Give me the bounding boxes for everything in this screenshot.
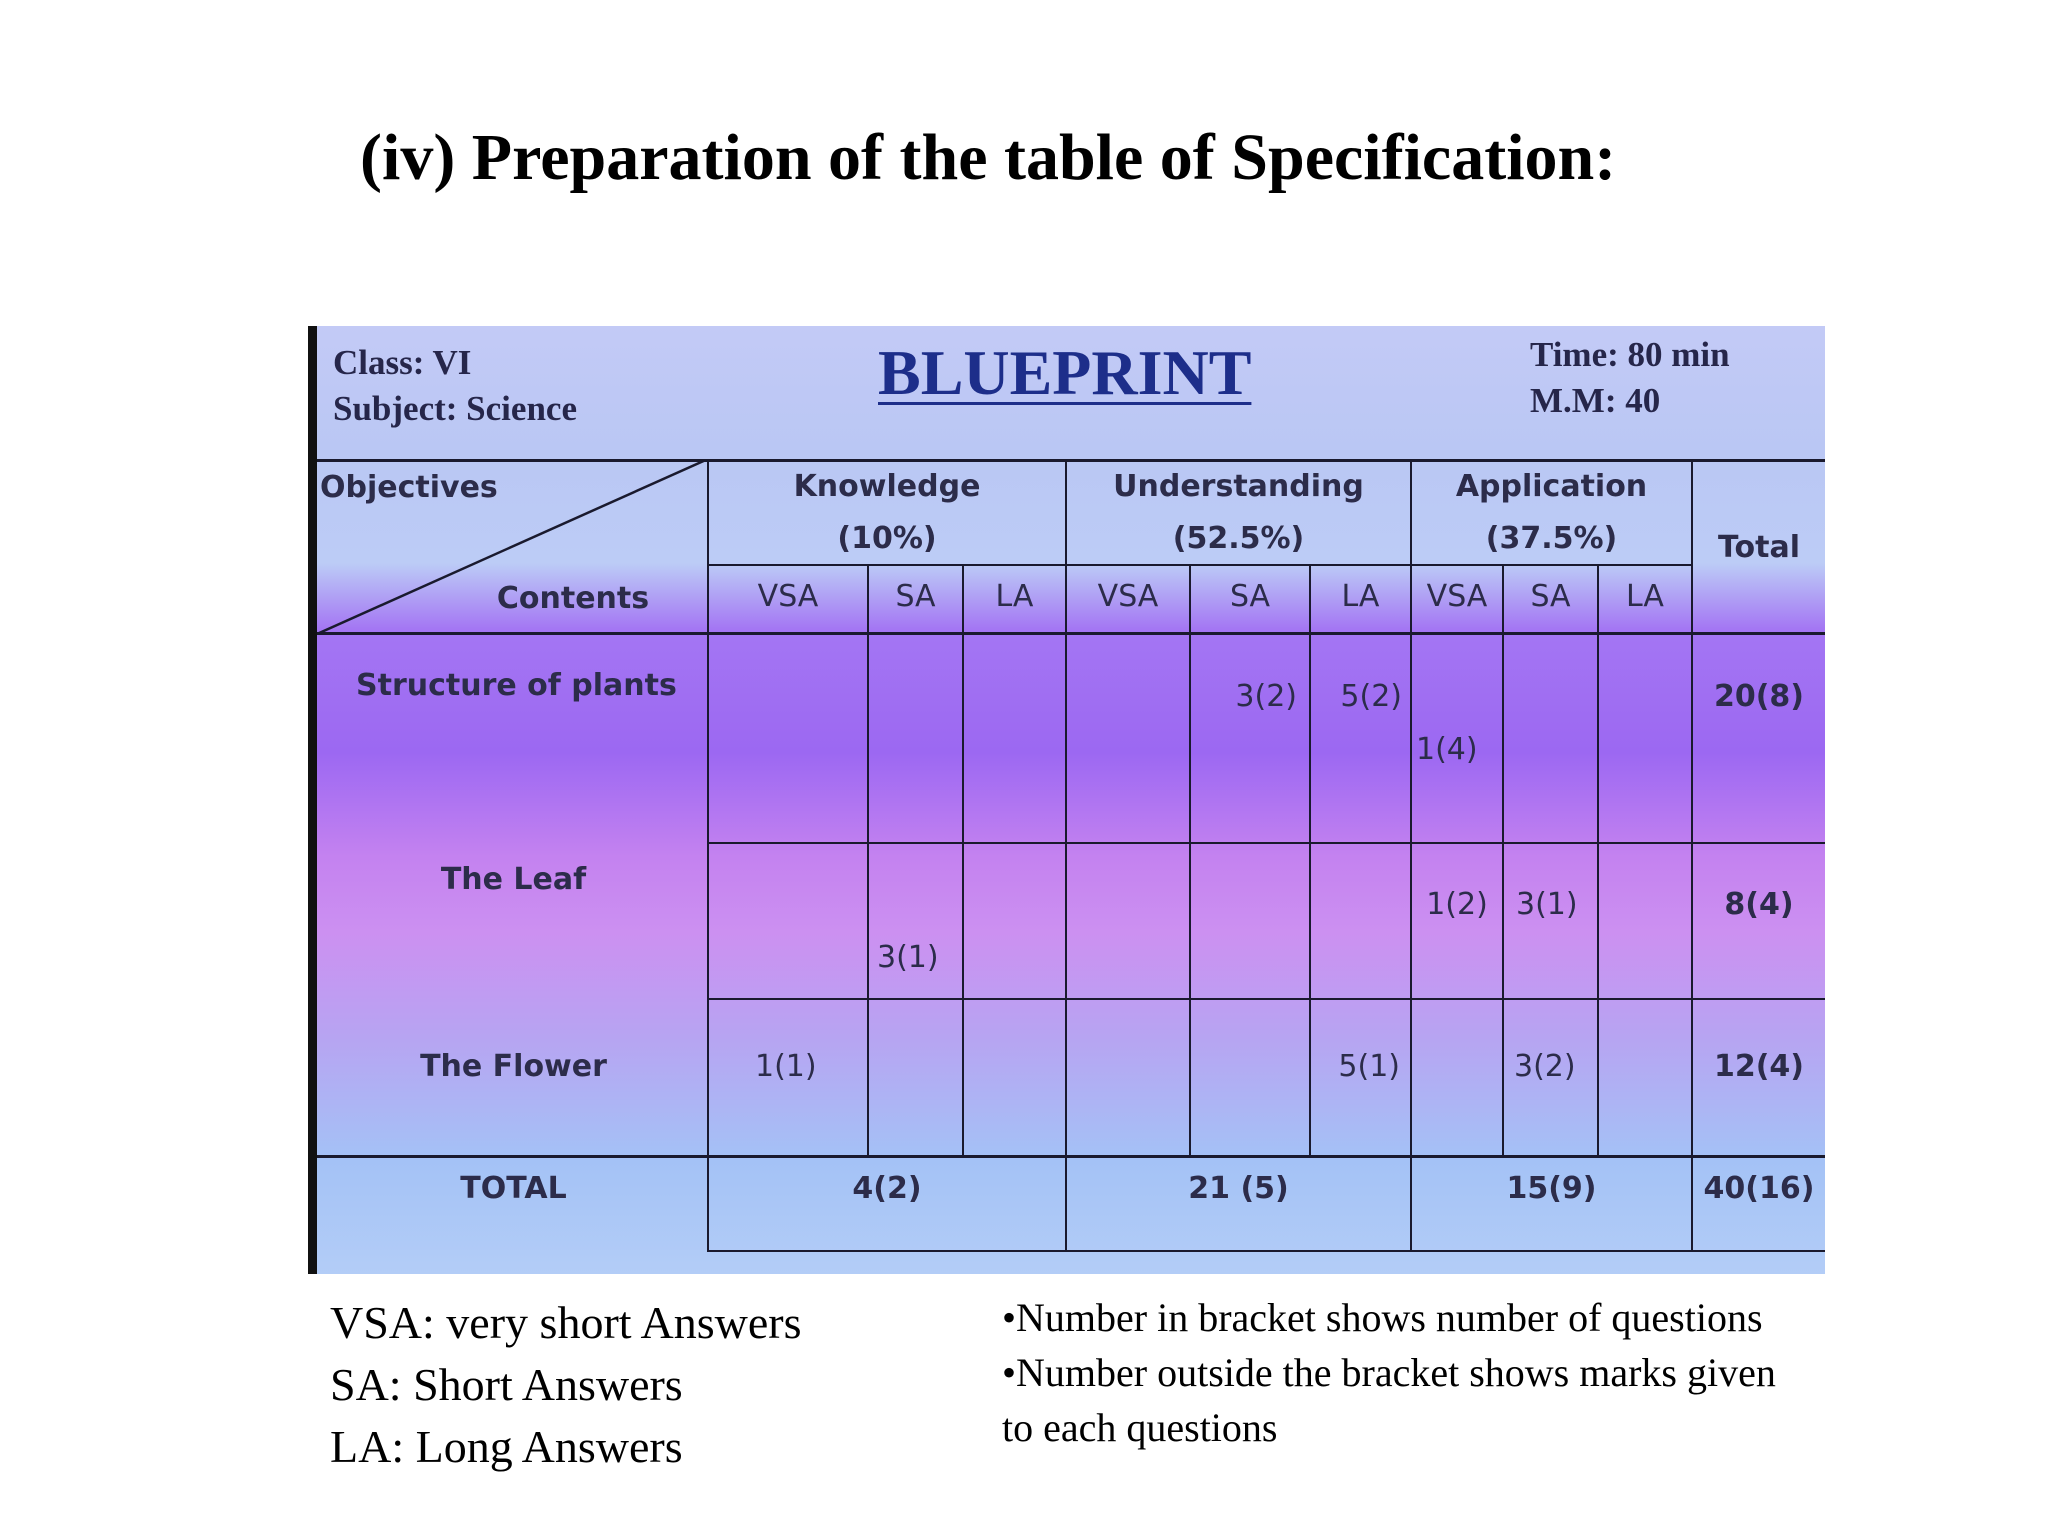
row-content-label: Structure of plants: [356, 668, 677, 703]
table-cell: 1(2): [1426, 886, 1488, 922]
subhead-cell: LA: [1626, 578, 1664, 614]
subhead-cell: VSA: [1426, 578, 1488, 614]
grid-line: [1597, 564, 1599, 1155]
subhead-cell: VSA: [757, 578, 819, 614]
subject-label: Subject: Science: [333, 389, 577, 428]
grid-line: [708, 842, 1825, 844]
legend-item: LA: Long Answers: [330, 1421, 683, 1472]
row-total: 8(4): [1724, 886, 1794, 922]
table-cell: 5(2): [1340, 678, 1402, 714]
row-content-label: The Leaf: [440, 861, 587, 897]
class-label: Class: VI: [333, 343, 472, 382]
table-cell: 3(1): [877, 939, 939, 975]
slide-title: (iv) Preparation of the table of Specification:: [360, 121, 1617, 194]
blueprint-table-image: [308, 326, 1825, 1274]
table-cell: 3(1): [1516, 886, 1578, 922]
subhead-cell: SA: [1229, 578, 1271, 614]
note-item: to each questions: [1002, 1405, 1278, 1450]
table-cell: 5(1): [1338, 1048, 1400, 1084]
abbreviation-legend: [330, 1292, 801, 1478]
notes-legend: [1002, 1290, 1942, 1455]
totals-knowledge: 4(2): [852, 1170, 922, 1206]
group-header-knowledge: [709, 462, 1065, 564]
totals-understanding: 21 (5): [1188, 1170, 1289, 1206]
total-header: Total: [1718, 529, 1800, 565]
row-content-label: The Flower: [420, 1048, 607, 1084]
blueprint-class-subject: [333, 340, 577, 432]
grid-line: [962, 564, 964, 1155]
subhead-cell: LA: [1341, 578, 1380, 614]
grid-line: [1189, 564, 1191, 1155]
group-name: Understanding: [1113, 469, 1364, 504]
subhead-cell: LA: [995, 578, 1034, 614]
grid-line: [708, 998, 1825, 1000]
group-name: Application: [1455, 469, 1648, 504]
group-percent: (10%): [837, 521, 937, 556]
table-cell: 1(4): [1416, 731, 1478, 767]
totals-application: 15(9): [1506, 1170, 1597, 1206]
row-total: 12(4): [1713, 1048, 1805, 1084]
time-label: Time: 80 min: [1530, 335, 1730, 374]
blueprint-title: BLUEPRINT: [878, 337, 1252, 408]
max-marks-label: M.M: 40: [1530, 381, 1661, 420]
legend-item: SA: Short Answers: [330, 1359, 683, 1410]
totals-row-label: TOTAL: [460, 1170, 567, 1206]
legend-item: VSA: very short Answers: [330, 1297, 802, 1348]
group-percent: (52.5%): [1172, 521, 1305, 556]
group-percent: (37.5%): [1485, 521, 1618, 556]
grid-line: [867, 564, 869, 1155]
blueprint-time-marks: [1530, 332, 1730, 424]
note-item: •Number outside the bracket shows marks given: [1002, 1350, 1776, 1395]
grand-total: 40(16): [1703, 1170, 1815, 1206]
table-cell: 1(1): [755, 1048, 817, 1084]
subhead-cell: SA: [895, 578, 936, 614]
group-header-understanding: [1067, 462, 1410, 564]
objectives-header: Objectives: [320, 469, 498, 505]
table-cell: 3(2): [1235, 678, 1297, 714]
row-total: 20(8): [1713, 678, 1805, 714]
table-cell: 3(2): [1514, 1048, 1576, 1084]
contents-header: Contents: [496, 580, 650, 616]
group-header-application: [1412, 462, 1691, 564]
subhead-cell: VSA: [1097, 578, 1159, 614]
group-name: Knowledge: [793, 469, 981, 504]
grid-line: [708, 1250, 1825, 1252]
subhead-cell: SA: [1530, 578, 1571, 614]
note-item: •Number in bracket shows number of questions: [1002, 1295, 1763, 1340]
